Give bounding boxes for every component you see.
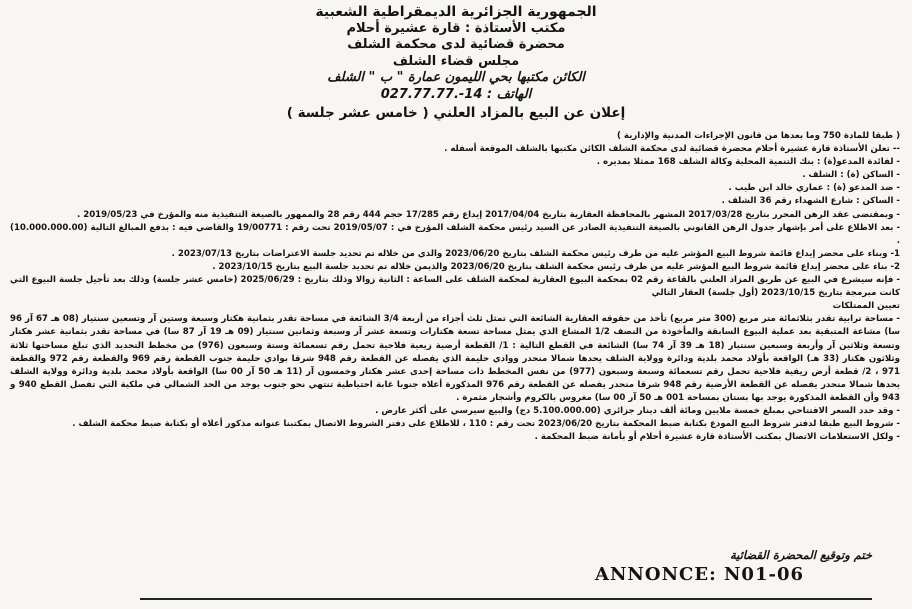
defendant-residence: - الساكن : شارع الشهداء رقم 36 الشلف .: [721, 196, 900, 207]
property-description: - مساحة ترابية تقدر بثلاثمائة متر مربع (300 متر مربع) تأخذ من حقوقه العقارية الشائعة التي تمثل ثلث أجزاء من أربعة 3/4 الشائعة في مساحة تقدر بثمانية هكتار وسبعة وستين آر وتسعين سنتيار (08 هـ 67 آر 96 سا) مشاعة المتبقية بعد عملية البيوع السابقة والمأخوذة من النصف 1/2 المشاع الذي يمثل مساحة تسعة هكتارات وتسعة عشر آر وسبعة وثمانين سنتيار (09 هـ 19 آر 87 سا) في مساحة تقدر بثمانية عشر هكتار وتسعة وثلاثين آر وأربعة وسبعين سنتيار (18 هـ 39 آر 74 سا) الشائعة في القطع التالية : 1/ القطعة أرضية زيعية فلاحية تحمل رقم تسعمائة وستة وسبعون (976) من مخطط التحديد الذي تبلغ مساحتها ثلاثة وثلاثون هكتار (33 هـ) الواقعة بأولاد محمد بلدية ودائرة وولاية الشلف يحدها شمالا منحدر ووادي حليمة الذي يفصله عن القطعة رقم 948 شرقا بوادي حليمة جنوب القطعة رقم 969 والقطعة رقم 972 والقطعة 971 ، 2/ قطعة أرض ريفية فلاحية تحمل رقم تسعمائة وسبعة وسبعون (977) من نفس المخطط ذات مساحة إحدى عشر هكتار وخمسون آر (11 هـ 50 آر 00 سا) الواقعة بأولاد محمد بلدية ودائرة وولاية الشلف يحدها شمالا منحدر يفصله عن القطعة الأرضية رقم 948 شرقا منحدر يفصله عن القطعة رقم 976 المذكورة أعلاه جنوبا غابة احتياطية تنتهي نحو جنوب يوجد من الحد الشمالي في ملكية التي تفصل القطع 940 و 943 وأن القطعة المذكورة يوجد بها بستان بمساحة 001 هـ 50 آر 00 سا) مغروس بالكروم وأشجار مثمرة .: [10, 314, 900, 403]
office-name: مكتب الأستاذة : قارة عشيرة أحلام: [346, 20, 566, 36]
letterhead: [220, 4, 692, 122]
phone-label: الهاتف : 14-: [458, 86, 532, 102]
bailiff-statement: -- تعلن الأستاذة قارة عشيرة أحلام محضرة قضائية لدى محكمة الشلف الكائن مكتبها بالشلف الموقعة أسفله .: [444, 144, 900, 155]
announcement-body: [10, 130, 900, 444]
opening-price: - وقد حدد السعر الافتتاحي بمبلغ خمسة ملايين ومائة ألف دينار جزائري (5.100.000.00 دج) والبيع سيرسي على أكثر عارض .: [375, 405, 900, 416]
office-address: الكائن مكتبها بحي الليمون عمارة " ب " الشلف: [327, 70, 585, 85]
contact-info: - ولكل الاستعلامات الاتصال بمكتب الأستاذة قارة عشيرة أحلام أو بأمانة ضبط المحكمة .: [534, 432, 900, 443]
sale-conditions: - شروط البيع طبقا لدفتر شروط البيع المودع بكتابة ضبط المحكمة بتاريخ 2023/06/20 تحت رقم : 110 ، للاطلاع على دفتر الشروط الاتصال بمكتبنا عنوانه مذكور أعلاه أو بكتابة ضبط محكمة الشلف .: [72, 419, 900, 430]
bottom-divider: [140, 598, 872, 600]
mortgage-contract: - وبمقتضى عقد الرهن المحرر بتاريخ 2017/03/28 المشهر بالمحافظة العقارية بتاريخ 2017/04/04 إيداع رقم 17/285 حجم 444 رقم 28 والممهور بالصيغة التنفيذية منه والمؤرخ في 2019/05/23 .: [76, 209, 900, 220]
property-heading: تعيين الممتلكات: [832, 301, 900, 312]
office-phone: [220, 87, 692, 104]
signature-line: ختم وتوقيع المحضرة القضائية: [730, 548, 872, 562]
annonce-number: ANNONCE: N01-06: [595, 564, 804, 585]
republic-title: الجمهورية الجزائرية الديمقراطية الشعبية: [315, 4, 597, 20]
phone-number: 027.77.77.: [380, 86, 459, 102]
defendant: - ضد المدعو (ة) : عماري خالد ابن طيب .: [728, 183, 900, 194]
sale-session: 2- بناء على محضر إيداع قائمة شروط البيع المؤشر عليه من طرف رئيس محكمة الشلف بتاريخ 2023/06/20 والذيمن خلاله تم تحديد جلسة البيع بتاريخ 2023/10/15 .: [212, 261, 900, 272]
office-role: محضرة قضائية لدى محكمة الشلف: [347, 37, 565, 52]
beneficiary-residence: - الساكن (ة) : الشلف .: [802, 170, 900, 181]
legal-reference: ( طبقا للمادة 750 وما بعدها من قانون الإجراءات المدنية والإدارية ): [617, 131, 900, 141]
objections-session: 1- وبناء على محضر إيداع قائمة شروط البيع المؤشر عليه من طرف رئيس محكمة الشلف بتاريخ 2023/06/20 والذي من خلاله تم تحديد جلسة الاعتراضات بتاريخ 2023/07/13 .: [171, 248, 900, 259]
court-order: - بعد الاطلاع على أمر بإشهار جدول الرهن القانوني بالصيغة التنفيذية الصادر عن السيد رئيس محكمة الشلف المؤرخ في : 2019/05/07 تحت رقم : 19/00771 والقاضي فيه : بدفع المبالغ التالية (10.000.000.00) .: [10, 222, 901, 246]
court-council: مجلس قضاء الشلف: [392, 53, 520, 69]
announcement-title: إعلان عن البيع بالمزاد العلني ( خامس عشر جلسة ): [286, 105, 626, 121]
auction-date: - فإنه سيشرع في البيع عن طريق المزاد العلني بالقاعة رقم 02 بمحكمة البيوع العقارية لمحكمة الشلف على الساعة : الثانية زوالا وذلك بتاريخ : 2025/06/29 (خامس عشر جلسة) وذلك بعد تأجيل جلسة البيوع التي كانت مبرمجة بتاريخ 2023/10/15 (أول جلسة) العقار التالي: [10, 275, 900, 299]
beneficiary: - لفائدة المدعو(ة) : بنك التنمية المحلية وكالة الشلف 168 ممثلا بمديره .: [596, 157, 900, 168]
